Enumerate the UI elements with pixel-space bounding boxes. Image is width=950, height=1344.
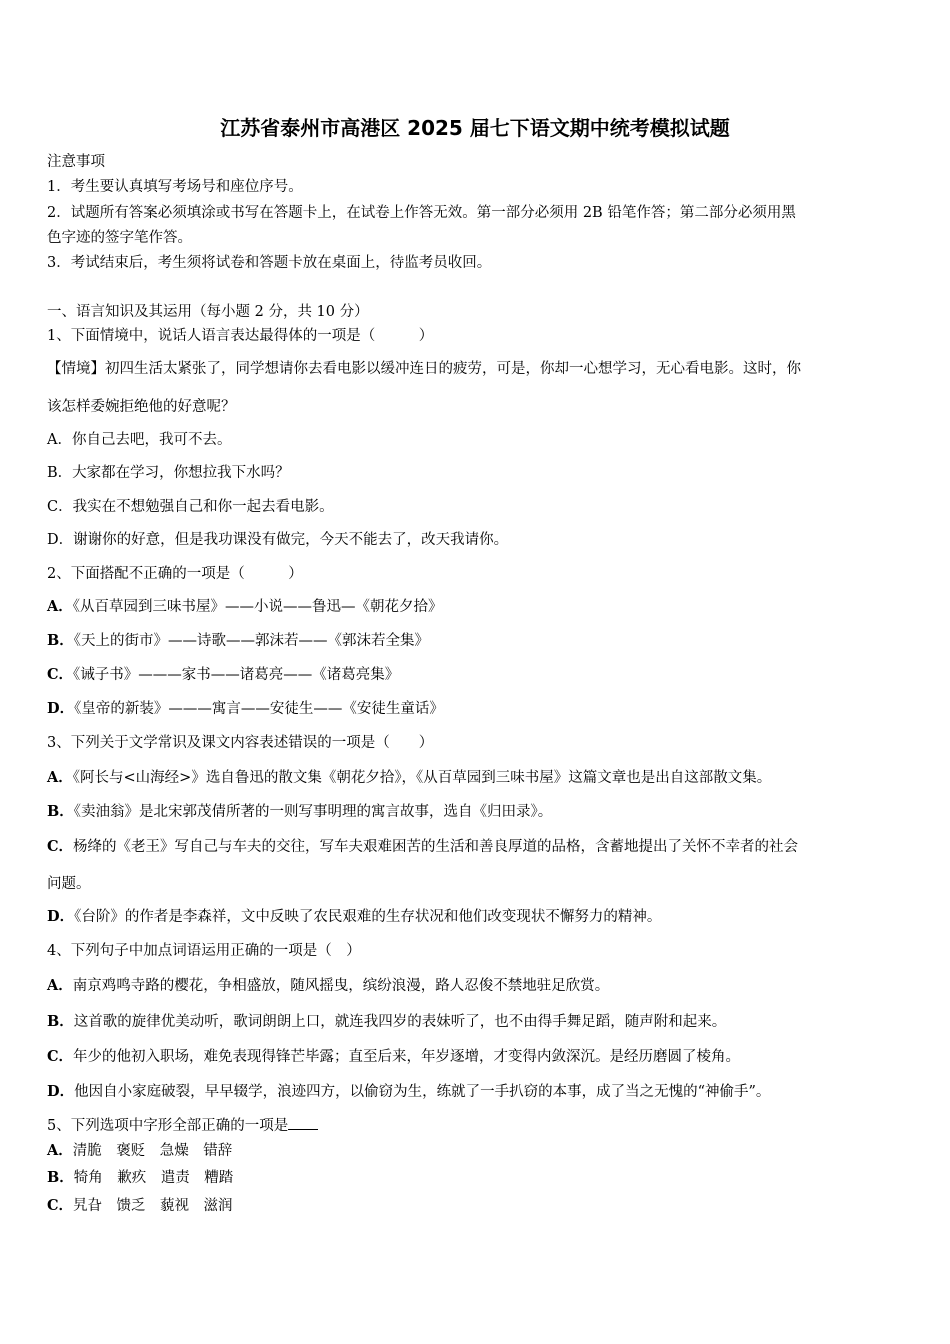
- option-letter: C．: [47, 666, 74, 683]
- option-item: B．大家都在学习，你想拉我下水吗？: [47, 465, 290, 481]
- option-letter: D．: [47, 1083, 75, 1100]
- option-text: 《台阶》的作者是李森祥，文中反映了农民艰难的生存状况和他们改变现状不懈努力的精神。: [74, 909, 662, 925]
- option-letter: A．: [47, 977, 73, 994]
- question-stem-text: 5、下列选项中字形全部正确的一项是: [47, 1118, 289, 1134]
- option-letter: A．: [47, 1142, 73, 1159]
- option-item: [47, 665, 908, 685]
- option-text: 他因自小家庭破裂，早早辍学，浪迹四方，以偷窃为生，练就了一手扒窃的本事，成了当之无愧的“神偷手”。: [74, 1084, 771, 1100]
- option-item: [47, 976, 908, 996]
- answer-blank: [288, 1115, 318, 1130]
- question-stem: 2、下面搭配不正确的一项是（ ）: [47, 566, 303, 582]
- option-item: [47, 1141, 908, 1161]
- notice-item: 3．考试结束后，考生须将试卷和答题卡放在桌面上，待监考员收回。: [47, 255, 492, 271]
- option-text: 《从百草园到三味书屋》——小说——鲁迅—《朝花夕拾》: [72, 599, 443, 615]
- option-text: 年少的他初入职场，难免表现得锋芒毕露；直至后来，年岁逐增，才变得内敛深沉。是经历磨圆了棱角。: [73, 1049, 741, 1065]
- option-letter: C．: [47, 838, 74, 855]
- option-letter: A．: [47, 769, 73, 786]
- option-text: 《皇帝的新装》———寓言——安徒生——《安徒生童话》: [74, 701, 444, 717]
- question-stem: 1、下面情境中，说话人语言表达最得体的一项是（ ）: [47, 328, 434, 344]
- page-title: 江苏省泰州市高港区 2025 届七下语文期中统考模拟试题: [220, 116, 730, 140]
- notice-item: 2．试题所有答案必须填涂或书写在答题卡上，在试卷上作答无效。第一部分必须用 2B 铅笔作答；第二部分必须用黑: [47, 205, 796, 221]
- option-item: [47, 837, 908, 857]
- option-item: [47, 802, 908, 822]
- option-text: 犄角 歉疚 遣责 糟踏: [73, 1170, 234, 1186]
- question-context: 该怎样委婉拒绝他的好意呢？: [47, 399, 236, 415]
- option-letter: D．: [47, 700, 75, 717]
- option-text: 《天上的街市》——诗歌——郭沫若——《郭沫若全集》: [73, 633, 430, 649]
- option-text: 旯旮 馈乏 藐视 滋润: [73, 1198, 233, 1214]
- option-continuation: 问题。: [47, 876, 91, 892]
- option-item: [47, 1168, 908, 1188]
- option-item: C．我实在不想勉强自己和你一起去看电影。: [47, 499, 334, 515]
- option-item: A．你自己去吧，我可不去。: [47, 432, 232, 448]
- option-letter: B．: [47, 1169, 74, 1186]
- option-text: 《卖油翁》是北宋郭茂倩所著的一则写事明理的寓言故事，选自《归田录》。: [73, 804, 553, 820]
- question-context: 【情境】初四生活太紧张了，同学想请你去看电影以缓冲连日的疲劳，可是，你却一心想学习，无心看电影。这时，你: [47, 361, 801, 377]
- notice-item: 1．考生要认真填写考场号和座位序号。: [47, 179, 303, 195]
- option-text: 这首歌的旋律优美动听，歌词朗朗上口，就连我四岁的表妹听了，也不由得手舞足蹈，随声附和起来。: [73, 1014, 727, 1030]
- option-text: 《阿长与<山海经>》选自鲁迅的散文集《朝花夕拾》，《从百草园到三味书屋》这篇文章也是出自这部散文集。: [72, 770, 772, 786]
- option-item: [47, 1047, 908, 1067]
- option-item: D．谢谢你的好意，但是我功课没有做完，今天不能去了，改天我请你。: [47, 532, 509, 548]
- option-text: 清脆 褒贬 急燥 错辞: [72, 1143, 233, 1159]
- option-letter: C．: [47, 1048, 74, 1065]
- option-item: [47, 1012, 908, 1032]
- option-item: [47, 1082, 908, 1102]
- option-item: [47, 699, 908, 719]
- section-heading: 一、语言知识及其运用（每小题 2 分，共 10 分）: [47, 304, 369, 320]
- option-letter: C．: [47, 1197, 74, 1214]
- question-stem: 3、下列关于文学常识及课文内容表述错误的一项是（ ）: [47, 735, 434, 751]
- option-letter: B．: [47, 632, 74, 649]
- question-stem: [47, 1115, 908, 1136]
- option-item: [47, 768, 908, 788]
- option-text: 《诫子书》———家书——诸葛亮——《诸葛亮集》: [73, 667, 400, 683]
- notice-item: 色字迹的签字笔作答。: [47, 230, 192, 246]
- option-item: [47, 907, 908, 927]
- option-item: [47, 631, 908, 651]
- option-letter: B．: [47, 803, 74, 820]
- option-letter: B．: [47, 1013, 74, 1030]
- notice-heading: 注意事项: [47, 154, 105, 170]
- option-item: [47, 597, 908, 617]
- option-letter: D．: [47, 908, 75, 925]
- option-text: 杨绛的《老王》写自己与车夫的交往，写车夫艰难困苦的生活和善良厚道的品格，含蓄地提出了关怀不幸者的社会: [73, 839, 799, 855]
- option-text: 南京鸡鸣寺路的樱花，争相盛放，随风摇曳，缤纷浪漫，路人忍俊不禁地驻足欣赏。: [72, 978, 610, 994]
- option-item: [47, 1196, 908, 1216]
- option-letter: A．: [47, 598, 73, 615]
- question-stem: 4、下列句子中加点词语运用正确的一项是（ ）: [47, 943, 361, 959]
